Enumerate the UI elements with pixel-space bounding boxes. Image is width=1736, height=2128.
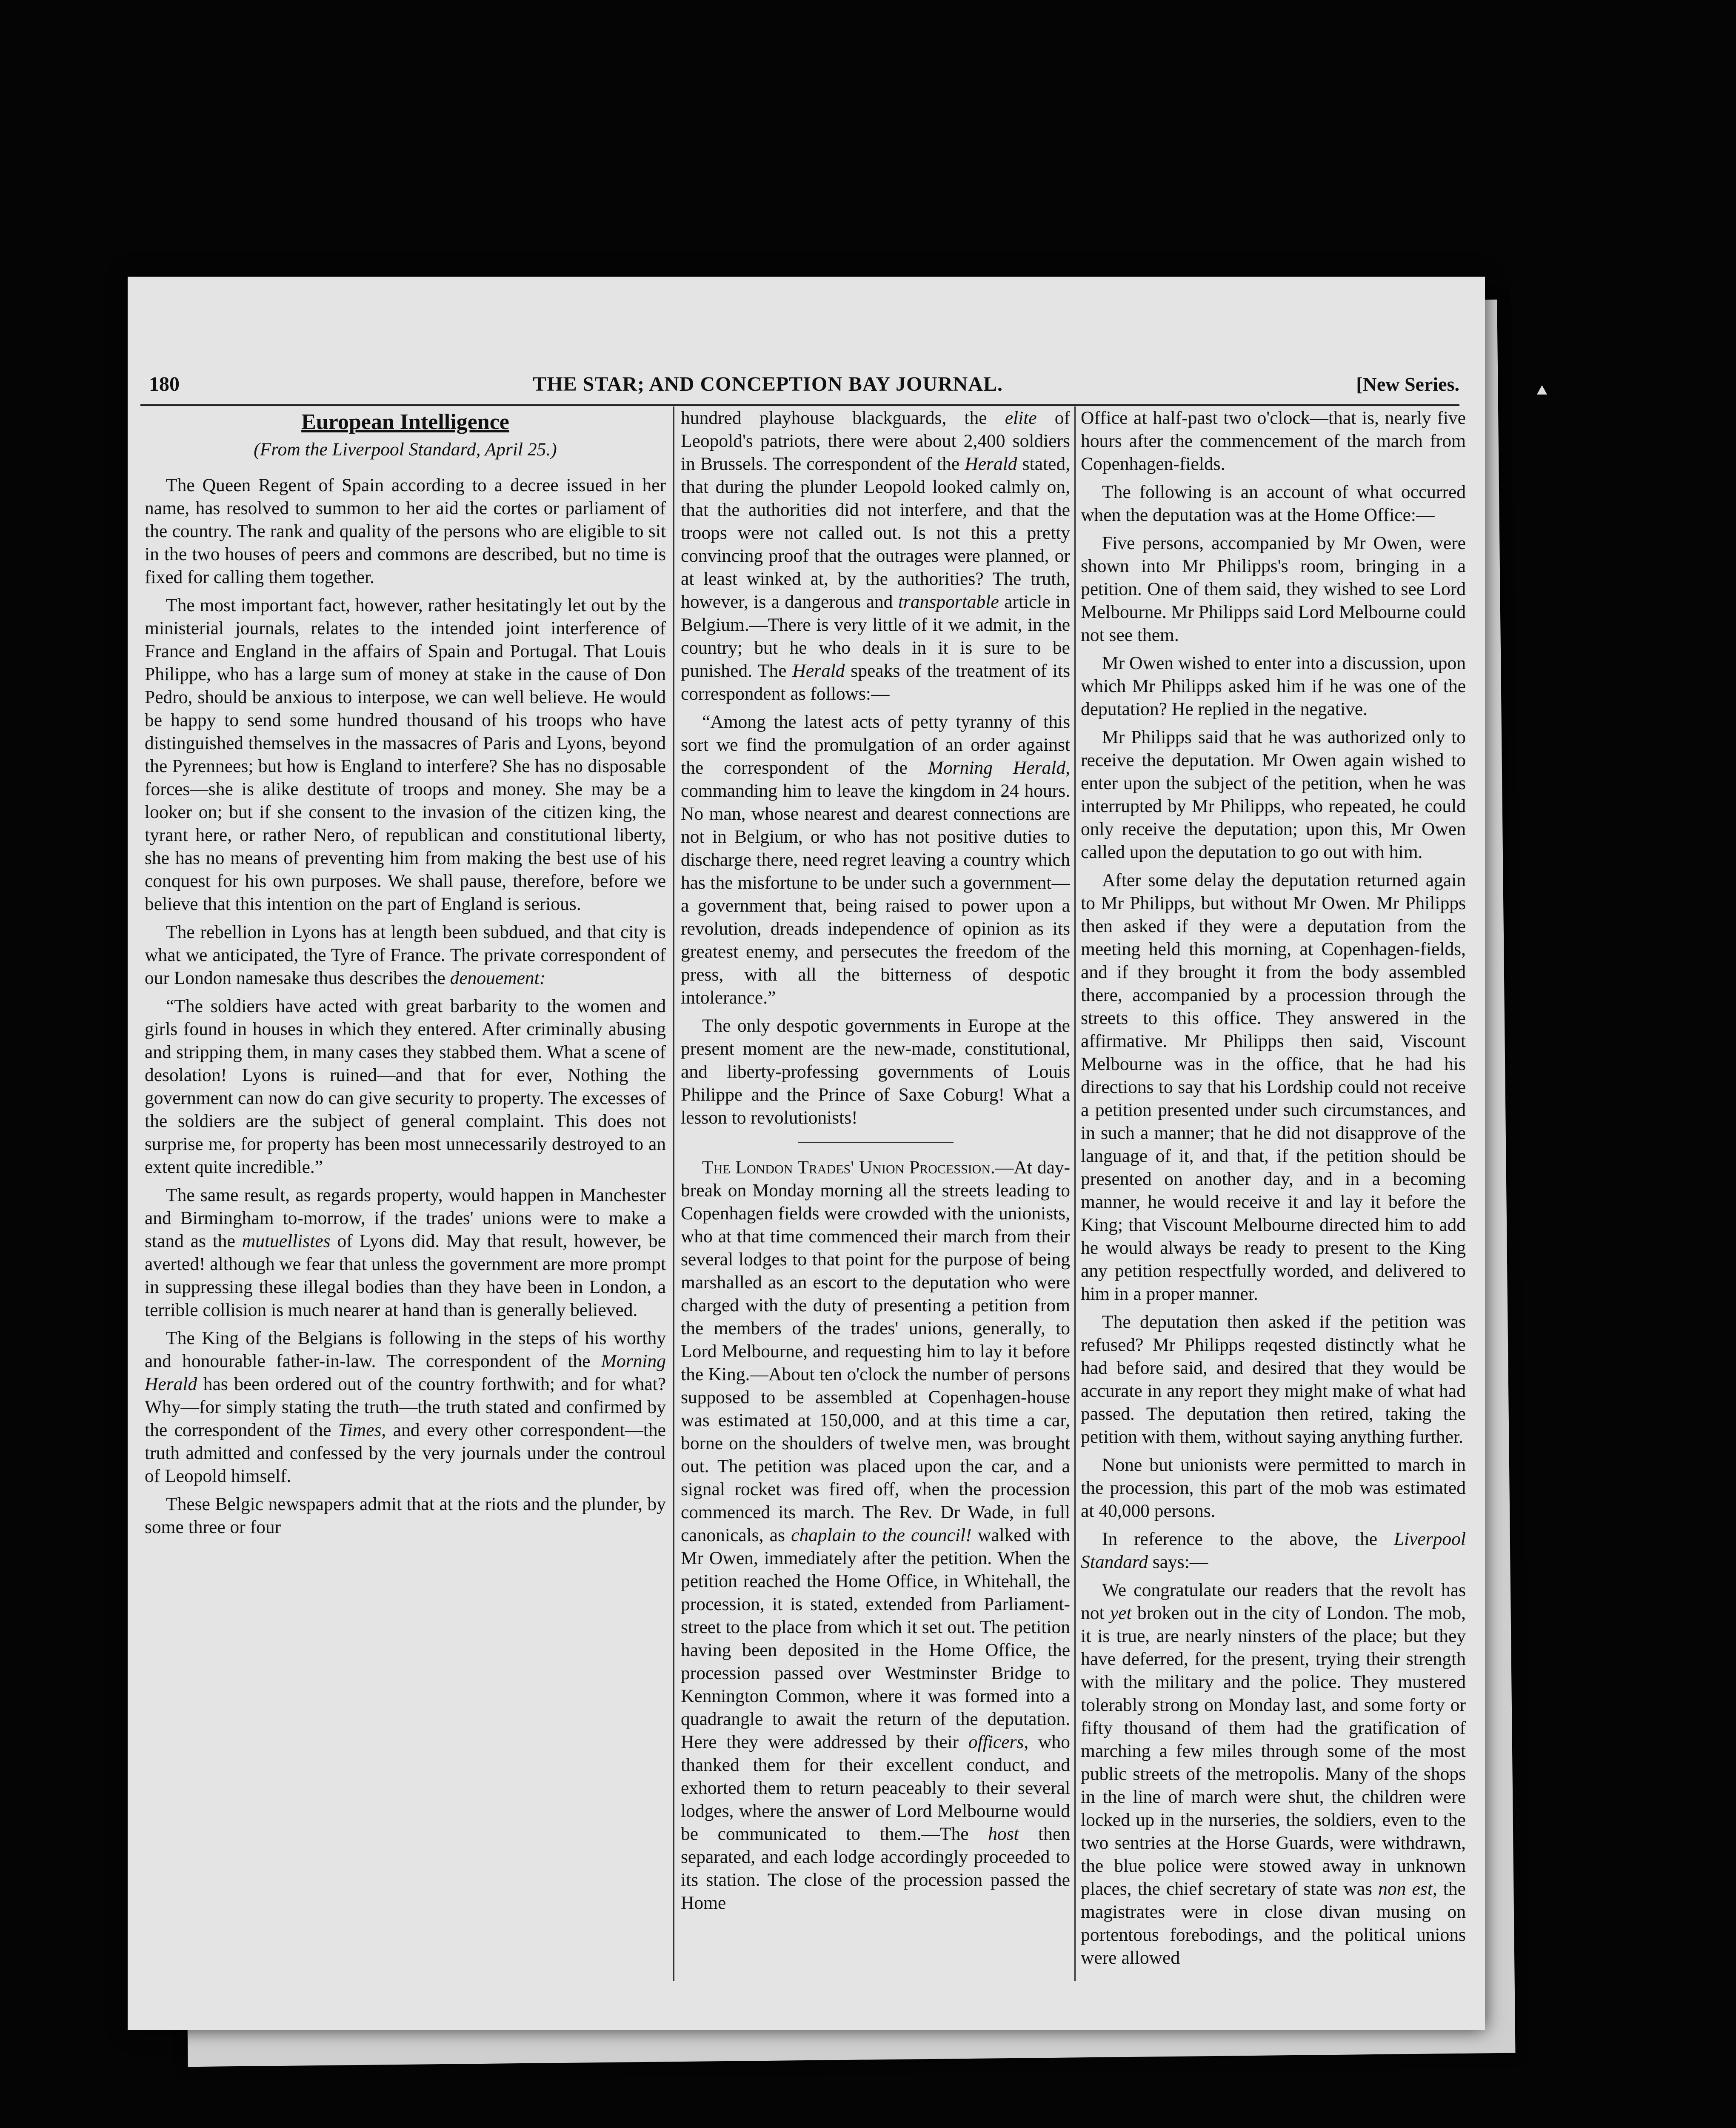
column-divider	[1074, 406, 1076, 1981]
quote-paragraph: “The soldiers have acted with great barbarity to the women and girls found in houses in which they entered. After criminally abusing and stripping them, in many cases they stabbed them. What a scene of desolation! Lyons is ruined—and that for ever, Nothing the government can now do can give security to property. The excesses of the soldiers are the subject of general complaint. This does not surprise me, for property has been most unnecessarily destroyed to an extent quite incredible.”	[145, 996, 666, 1177]
paragraph: Office at half-past two o'clock—that is, nearly five hours after the commencement of the march from Copenhagen-fields.	[1081, 408, 1466, 474]
source-line: (From the Liverpool Standard, April 25.)	[254, 439, 557, 460]
paragraph: These Belgic newspapers admit that at the riots and the plunder, by some three or four	[145, 1494, 666, 1537]
paragraph: The most important fact, however, rather hesitatingly let out by the ministerial journals, relates to the intended joint interference of France and England in the affairs of Spain and Portugal. That Louis Philippe, who has a large sum of money at stake in the cause of Don Pedro, should be anxious to interpose, we can well believe. He would be happy to send some hundred thousand of his troops who have distinguished themselves in the massacres of Paris and Lyons, beyond the Pyrennees; but how is England to interfere? She has no disposable forces—she is alike destitute of troops and money. She may be a looker on; but if she consent to the invasion of the citizen king, the tyrant here, or rather Nero, of republican and constitutional liberty, she has no means of preventing him from making the best use of his conquest for his own purposes. We shall pause, therefore, before we believe that this intention on the part of England is serious.	[145, 595, 666, 914]
paragraph: None but unionists were permitted to march in the procession, this part of the mob was estimated at 40,000 persons.	[1081, 1455, 1466, 1521]
paragraph: After some delay the deputation returned again to Mr Philipps, but without Mr Owen. Mr Philipps then asked if they were a deputation from the meeting held this morning, at Copenhagen-fields, and if they brought it from the body assembled there, accompanied by a procession through the streets to this office. They answered in the affirmative. Mr Philipps then said, Viscount Melbourne was in the office, that he had his directions to say that his Lordship could not receive a petition presented under such circumstances, and in such a manner; that he did not disapprove of the language of it, and that, if the petition should be presented on another day, and in a becoming manner, he would receive it and lay it before the King; that Viscount Melbourne directed him to add he would always be ready to present to the King any petition respectfully worded, and delivered to him in a proper manner.	[1081, 870, 1466, 1304]
margin-mark	[1537, 385, 1547, 395]
paragraph: hundred playhouse blackguards, the elite of Leopold's patriots, there were about 2,400 soldiers in Brussels. The correspondent of the Herald stated, that during the plunder Leopold looked calmly on, that the authorities did not interfere, and that the troops were not called out. Is not this a pretty convincing proof that the outrages were planned, or at least winked at, by the authorities? The truth, however, is a dangerous and transportable article in Belgium.—There is very little of it we admit, in the country; but he who deals in it is sure to be punished. The Herald speaks of the treatment of its correspondent as follows:—	[681, 408, 1070, 704]
paragraph: The Queen Regent of Spain according to a decree issued in her name, has resolved to summon to her aid the cortes or parliament of the country. The rank and quality of the persons who are eligible to sit in the two houses of peers and commons are described, but no time is fixed for calling them together.	[145, 475, 666, 587]
column-2	[681, 406, 1070, 1981]
paragraph: Mr Owen wished to enter into a discussion, upon which Mr Philipps asked him if he was one of the deputation? He replied in the negative.	[1081, 653, 1466, 719]
paragraph: The deputation then asked if the petition was refused? Mr Philipps reqested distinctly what he had before said, and desired that they would be accurate in any report they might make of what had passed. The deputation then retired, taking the petition with them, without saying anything further.	[1081, 1312, 1466, 1447]
page-number: 180	[149, 373, 180, 395]
paragraph: Mr Philipps said that he was authorized only to receive the deputation. Mr Owen again wished to enter upon the subject of the petition, when he was interrupted by Mr Philipps, who repeated, he could only receive the deputation; upon this, Mr Owen called upon the deputation to go out with him.	[1081, 727, 1466, 862]
column-divider	[673, 406, 674, 1981]
header-rule	[140, 404, 1459, 406]
series-label: [New Series.	[1356, 373, 1459, 395]
paragraph: We congratulate our readers that the revolt has not yet broken out in the city of London. The mob, it is true, are nearly ninsters of the place; but they have deferred, for the present, trying their strength with the military and the police. They mustered tolerably strong on Monday last, and some forty or fifty thousand of them had the gratification of marching a few miles through some of the most public streets of the metropolis. Many of the shops in the line of march were shut, the children were locked up in the nurseries, the soldiers, even to the two sentries at the Horse Guards, were withdrawn, the blue police were stowed away in unknown places, the chief secretary of state was non est, the magistrates were in close divan musing on portentous forebodings, and the political unions were allowed	[1081, 1580, 1466, 1968]
separator	[798, 1142, 954, 1143]
paragraph: The only despotic governments in Europe at the present moment are the new-made, constitutional, and liberty-professing governments of Louis Philippe and the Prince of Saxe Coburg! What a lesson to revolutionists!	[681, 1015, 1070, 1128]
article-subhead: The London Trades' Union Procession.	[702, 1157, 995, 1178]
paragraph: The following is an account of what occurred when the deputation was at the Home Office:—	[1081, 482, 1466, 525]
paragraph: The rebellion in Lyons has at length been subdued, and that city is what we anticipated, the Tyre of France. The private correspondent of our London namesake thus describes the denouement:	[145, 922, 666, 988]
quote-paragraph: “Among the latest acts of petty tyranny of this sort we find the promulgation of an order against the correspondent of the Morning Herald, commanding him to leave the kingdom in 24 hours. No man, whose nearest and dearest connections are not in Belgium, or who has not positive duties to discharge there, need regret leaving a country which has the misfortune to be under such a government—a government that, being raised to power upon a revolution, dreads independence of opinion as its greatest enemy, and persecutes the freedom of the press, with all the bitterness of despotic intolerance.”	[681, 712, 1070, 1008]
page-header	[149, 372, 1459, 402]
paragraph: Five persons, accompanied by Mr Owen, were shown into Mr Philipps's room, bringing in a petition. One of them said, they wished to see Lord Melbourne. Mr Philipps said Lord Melbourne could not see them.	[1081, 533, 1466, 645]
section-heading: European Intelligence	[301, 410, 509, 434]
newspaper-title: THE STAR; AND CONCEPTION BAY JOURNAL.	[533, 373, 1003, 395]
column-1	[145, 406, 666, 1981]
paragraph: The same result, as regards property, would happen in Manchester and Birmingham to-morrow, if the trades' unions were to make a stand as the mutuellistes of Lyons did. May that result, however, be averted! although we fear that unless the government are more prompt in suppressing these illegal bodies than they have been in London, a terrible collision is much nearer at hand than is generally believed.	[145, 1185, 666, 1320]
paragraph: In reference to the above, the Liverpool Standard says:—	[1081, 1529, 1466, 1572]
paragraph: The King of the Belgians is following in the steps of his worthy and honourable father-in-law. The correspondent of the Morning Herald has been ordered out of the country forthwith; and for what? Why—for simply stating the truth—the truth stated and confirmed by the correspondent of the Times, and every other correspondent—the truth admitted and confessed by the very journals under the controul of Leopold himself.	[145, 1328, 666, 1486]
column-3	[1081, 406, 1466, 1981]
paragraph: The London Trades' Union Procession.—At day-break on Monday morning all the streets leading to Copenhagen fields were crowded with the unionists, who at that time commenced their march from their several lodges to that point for the purpose of being marshalled as an escort to the deputation who were charged with the duty of presenting a petition from the members of the trades' unions, generally, to Lord Melbourne, and requesting him to lay it before the King.—About ten o'clock the number of persons supposed to be assembled at Copenhagen-house was estimated at 150,000, and at this time a car, borne on the shoulders of twelve men, was brought out. The petition was placed upon the car, and a signal rocket was fired off, when the procession commenced its march. The Rev. Dr Wade, in full canonicals, as chaplain to the council! walked with Mr Owen, immediately after the petition. When the petition reached the Home Office, in Whitehall, the procession, it is stated, extended from Parliament-street to the place from which it set out. The petition having been deposited in the Home Office, the procession passed over Westminster Bridge to Kennington Common, where it was formed into a quadrangle to await the return of the deputation. Here they were addressed by their officers, who thanked them for their excellent conduct, and exhorted them to return peaceably to their several lodges, where the answer of Lord Melbourne would be communicated to them.—The host then separated, and each lodge accordingly proceeded to its station. The close of the procession passed the Home	[681, 1157, 1070, 1913]
